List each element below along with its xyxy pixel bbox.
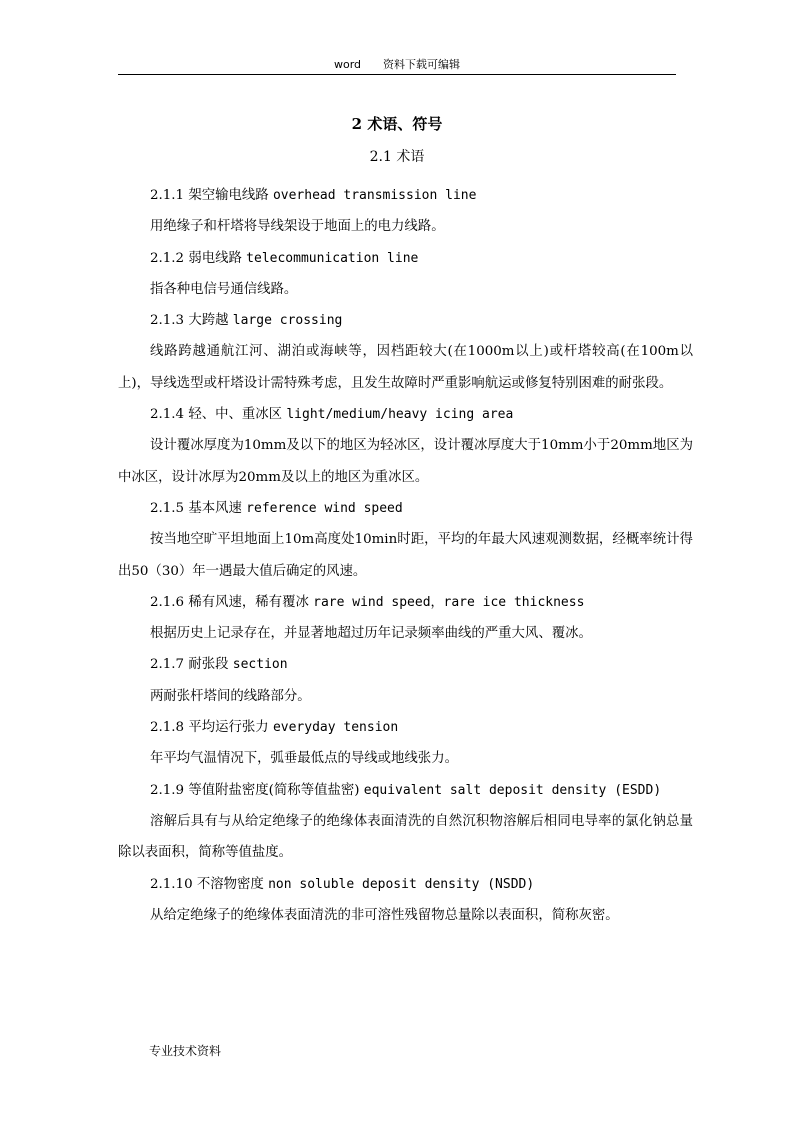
- term-definition: 设计覆冰厚度为10mm及以下的地区为轻冰区，设计覆冰厚度大于10mm小于20mm地区为中冰区，设计冰厚为20mm及以上的地区为重冰区。: [118, 438, 693, 485]
- term-heading: [118, 775, 693, 806]
- term-entry: [118, 587, 693, 650]
- term-zh: 基本风速: [188, 500, 242, 516]
- term-entry: [118, 180, 693, 243]
- term-en: light/medium/heavy icing area: [286, 407, 514, 423]
- term-definition: 从给定绝缘子的绝缘体表面清洗的非可溶性残留物总量除以表面积，简称灰密。: [150, 907, 619, 923]
- term-heading: [118, 180, 693, 211]
- term-entry: [118, 712, 693, 775]
- term-definition: 用绝缘子和杆塔将导线架设于地面上的电力线路。: [150, 219, 445, 235]
- term-en: overhead transmission line: [272, 188, 477, 203]
- term-zh: 平均运行张力: [188, 720, 269, 736]
- term-number: 2.1.9: [150, 782, 185, 798]
- term-number: 2.1.3: [150, 313, 185, 329]
- section-title: 2.1 术语: [369, 149, 425, 165]
- term-definition: 溶解后具有与从给定绝缘子的绝缘体表面清洗的自然沉积物溶解后相同电导率的氯化钠总量除以表面积，简称等值盐度。: [118, 813, 693, 861]
- term-zh: 等值附盐密度(简称等值盐密): [188, 782, 360, 798]
- term-zh: 大跨越: [188, 313, 229, 329]
- page-header: [118, 56, 676, 75]
- term-heading: [118, 649, 693, 680]
- term-number: 2.1.7: [150, 657, 185, 673]
- term-entry: [118, 243, 693, 306]
- term-en: non soluble deposit density (NSDD): [268, 876, 535, 892]
- term-number: 2.1.5: [150, 500, 185, 516]
- term-entry: [118, 869, 693, 932]
- term-heading: [118, 869, 693, 900]
- term-entry: [118, 399, 693, 493]
- term-number: 2.1.2: [150, 250, 185, 266]
- term-en: rare wind speed，rare ice thickness: [313, 594, 585, 610]
- chapter-title: 2 术语、符号: [351, 115, 443, 133]
- term-definition: 年平均气温情况下，弧垂最低点的导线或地线张力。: [150, 751, 458, 767]
- term-definition: 按当地空旷平坦地面上10m高度处10min时距，平均的年最大风速观测数据，经概率统计得出50（30）年一遇最大值后确定的风速。: [118, 532, 693, 579]
- term-number: 2.1.10: [150, 876, 193, 892]
- term-definition: 根据历史上记录存在，并显著地超过历年记录频率曲线的严重大风、覆冰。: [150, 626, 592, 642]
- term-zh: 弱电线路: [188, 250, 242, 266]
- term-en: reference wind speed: [246, 500, 403, 516]
- term-heading: [118, 305, 693, 336]
- page-footer: 专业技术资料: [149, 1044, 222, 1058]
- term-heading: [118, 587, 693, 618]
- term-entry: [118, 305, 693, 399]
- term-heading: [118, 493, 693, 524]
- term-en: section: [232, 657, 288, 673]
- term-en: everyday tension: [272, 720, 399, 736]
- term-entry: [118, 649, 693, 712]
- term-heading: [118, 399, 693, 430]
- term-entry: [118, 493, 693, 587]
- term-zh: 稀有风速，稀有覆冰: [188, 594, 309, 610]
- term-number: 2.1.6: [150, 594, 185, 610]
- term-definition: 指各种电信号通信线路。: [150, 281, 298, 297]
- term-heading: [118, 712, 693, 743]
- term-number: 2.1.4: [150, 407, 185, 423]
- term-heading: [118, 243, 693, 274]
- header-left: word: [333, 58, 362, 71]
- term-entry: [118, 775, 693, 869]
- header-right: 资料下载可编辑: [383, 58, 461, 71]
- term-en: telecommunication line: [246, 250, 419, 266]
- term-zh: 架空输电线路: [188, 188, 269, 203]
- term-en: equivalent salt deposit density (ESDD): [363, 782, 662, 798]
- term-number: 2.1.8: [150, 720, 185, 736]
- term-zh: 耐张段: [188, 657, 229, 673]
- term-number: 2.1.1: [150, 188, 185, 203]
- terms-body: [118, 180, 693, 931]
- term-zh: 不溶物密度: [196, 876, 264, 892]
- term-en: large crossing: [232, 313, 343, 329]
- term-zh: 轻、中、重冰区: [188, 407, 283, 423]
- term-definition: 两耐张杆塔间的线路部分。: [150, 688, 311, 704]
- term-definition: 线路跨越通航江河、湖泊或海峡等，因档距较大(在1000m以上)或杆塔较高(在100m以上)，导线选型或杆塔设计需特殊考虑，且发生故障时严重影响航运或修复特别困难的耐张段。: [118, 344, 693, 391]
